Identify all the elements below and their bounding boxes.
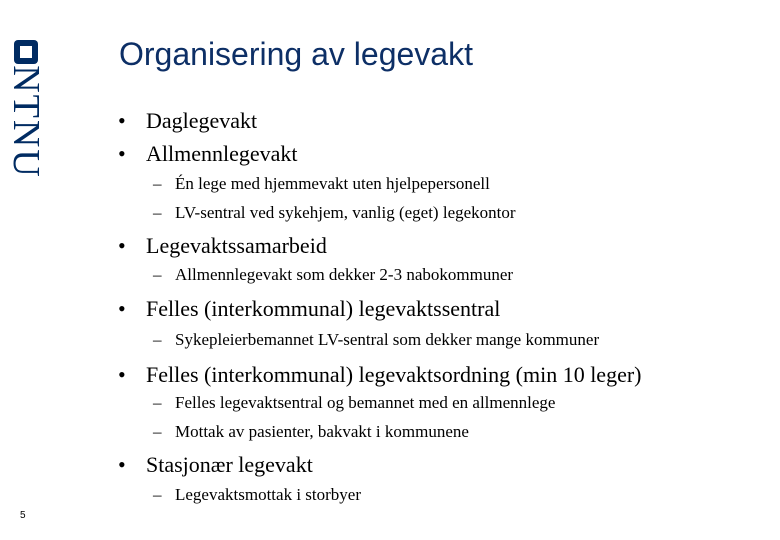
ntnu-sidebar: [0, 0, 47, 540]
sub-bullet-item: [153, 174, 490, 194]
bullet-text: Allmennlegevakt: [146, 141, 298, 166]
sub-bullet-text: Allmennlegevakt som dekker 2-3 nabokommuner: [175, 265, 514, 284]
bullet-marker: •: [118, 452, 126, 477]
bullet-marker: •: [118, 108, 126, 133]
bullet-text: Legevaktssamarbeid: [146, 233, 327, 258]
sub-bullet-marker: –: [153, 203, 162, 222]
bullet-item: [118, 108, 257, 134]
sub-bullet-text: Mottak av pasienter, bakvakt i kommunene: [175, 422, 469, 441]
slide-title: Organisering av legevakt: [119, 36, 473, 72]
sub-bullet-item: [153, 422, 469, 442]
bullet-item: [118, 233, 327, 259]
bullet-item: [118, 141, 298, 167]
bullet-item: [118, 452, 313, 478]
ntnu-logo-icon: [14, 40, 38, 64]
bullet-item: [118, 362, 641, 388]
sub-bullet-marker: –: [153, 174, 162, 193]
sub-bullet-text: Legevaktsmottak i storbyer: [175, 485, 362, 504]
sub-bullet-marker: –: [153, 330, 162, 349]
bullet-text: Stasjonær legevakt: [146, 452, 313, 477]
bullet-marker: •: [118, 141, 126, 166]
sub-bullet-marker: –: [153, 265, 162, 284]
sub-bullet-item: [153, 485, 361, 505]
sub-bullet-item: [153, 393, 555, 413]
sub-bullet-marker: –: [153, 393, 162, 412]
sub-bullet-text: LV-sentral ved sykehjem, vanlig (eget) legekontor: [175, 203, 516, 222]
page-number: 5: [20, 510, 26, 521]
sub-bullet-marker: –: [153, 485, 162, 504]
sub-bullet-marker: –: [153, 422, 162, 441]
sub-bullet-text: Felles legevaktsentral og bemannet med en allmennlege: [175, 393, 556, 412]
sub-bullet-item: [153, 330, 599, 350]
bullet-marker: •: [118, 296, 126, 321]
bullet-item: [118, 296, 500, 322]
bullet-text: Felles (interkommunal) legevaktssentral: [146, 296, 501, 321]
sub-bullet-item: [153, 203, 516, 223]
bullet-marker: •: [118, 233, 126, 258]
bullet-text: Daglegevakt: [146, 108, 258, 133]
bullet-text: Felles (interkommunal) legevaktsordning (min 10 leger): [146, 362, 642, 387]
sub-bullet-text: Sykepleierbemannet LV-sentral som dekker mange kommuner: [175, 330, 600, 349]
ntnu-logo-text: NTNU: [5, 65, 47, 179]
sub-bullet-text: Én lege med hjemmevakt uten hjelpepersonell: [175, 174, 490, 193]
sub-bullet-item: [153, 265, 513, 285]
bullet-marker: •: [118, 362, 126, 387]
